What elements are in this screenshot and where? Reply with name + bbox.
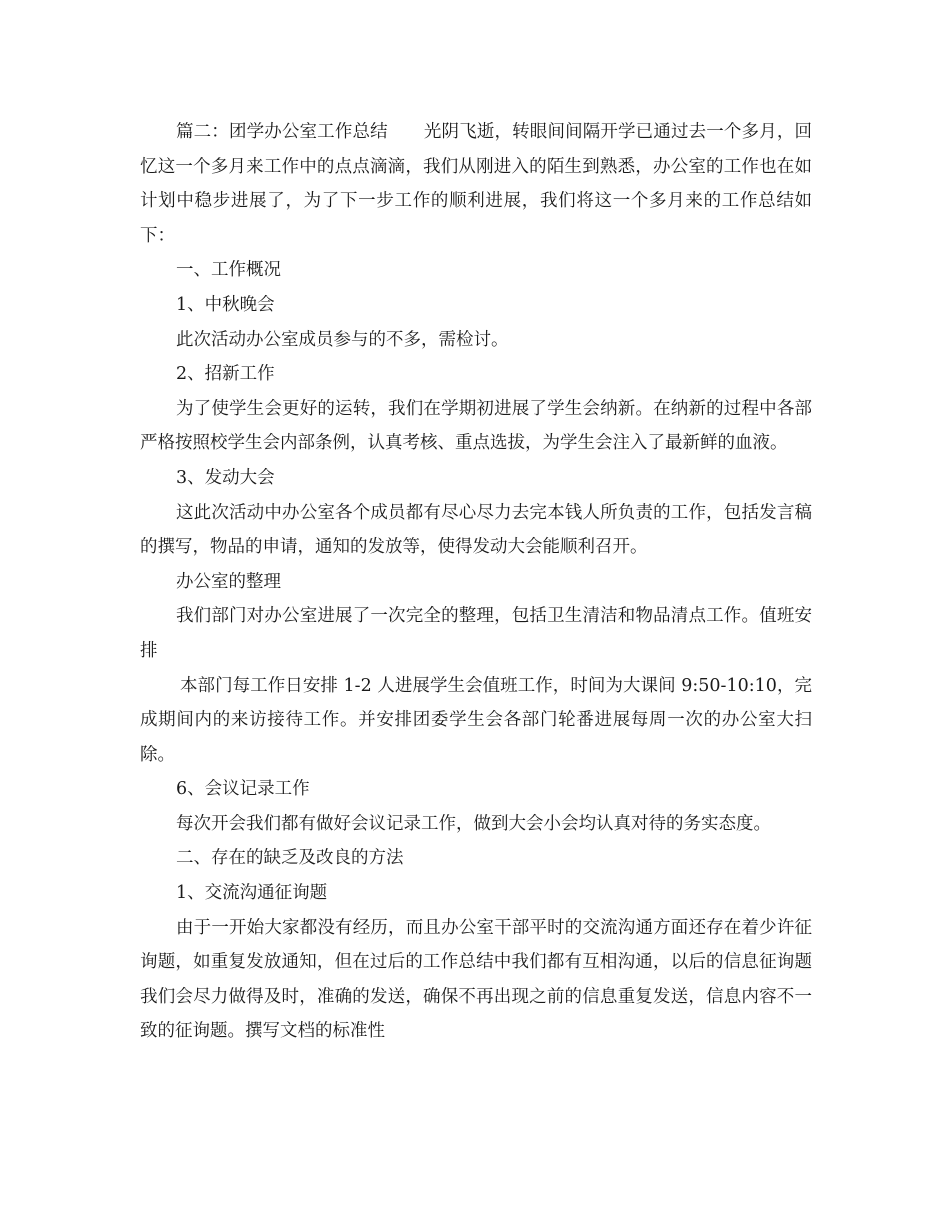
sub1-body: 由于一开始大家都没有经历，而且办公室干部平时的交流沟通方面还存在着少许征询题，如重复发放通知，但在过后的工作总结中我们都有互相沟通，以后的信息征询题我们会尽力做得及时，准确的发送，确保不再出现之前的信息重复发送，信息内容不一致的征询题。撰写文档的标准性 bbox=[140, 917, 812, 1042]
item6-title: 6、会议记录工作 bbox=[176, 779, 310, 800]
intro-heading: 篇二：团学办公室工作总结 bbox=[176, 122, 388, 142]
item3-title: 3、发动大会 bbox=[176, 467, 275, 488]
item3-body: 这此次活动中办公室各个成员都有尽心尽力去完本钱人所负责的工作，包括发言稿的撰写，物品的申请，通知的发放等，使得发动大会能顺利召开。 bbox=[140, 502, 812, 558]
sub1-title: 1、交流沟通征询题 bbox=[176, 883, 328, 904]
item2-body: 为了使学生会更好的运转，我们在学期初进展了学生会纳新。在纳新的过程中各部严格按照校学生会内部条例，认真考核、重点选拔，为学生会注入了最新鲜的血液。 bbox=[140, 398, 812, 454]
item1-title: 1、中秋晚会 bbox=[176, 294, 275, 315]
intro-paragraph bbox=[140, 115, 812, 253]
item5-body: 本部门每工作日安排 1-2 人进展学生会值班工作，时间为大课间 9:50-10:10，完成期间内的来访接待工作。并安排团委学生会各部门轮番进展每周一次的办公室大扫除。 bbox=[140, 675, 812, 765]
section1-title: 一、工作概况 bbox=[176, 260, 281, 281]
item4-title: 办公室的整理 bbox=[176, 571, 281, 592]
document-body bbox=[140, 115, 812, 1049]
intro-body: 光阴飞逝，转眼间间隔开学已通过去一个多月，回忆这一个多月来工作中的点点滴滴，我们从刚进入的陌生到熟悉，办公室的工作也在如计划中稳步进展了，为了下一步工作的顺利进展，我们将这一个多月来的工作总结如下： bbox=[140, 122, 812, 246]
item6-body: 每次开会我们都有做好会议记录工作，做到大会小会均认真对待的务实态度。 bbox=[176, 813, 771, 834]
section2-title: 二、存在的缺乏及改良的方法 bbox=[176, 848, 404, 869]
item4-body: 我们部门对办公室进展了一次完全的整理，包括卫生清洁和物品清点工作。值班安排 bbox=[140, 606, 812, 661]
item2-title: 2、招新工作 bbox=[176, 364, 275, 385]
item1-body: 此次活动办公室成员参与的不多，需检讨。 bbox=[176, 329, 509, 350]
